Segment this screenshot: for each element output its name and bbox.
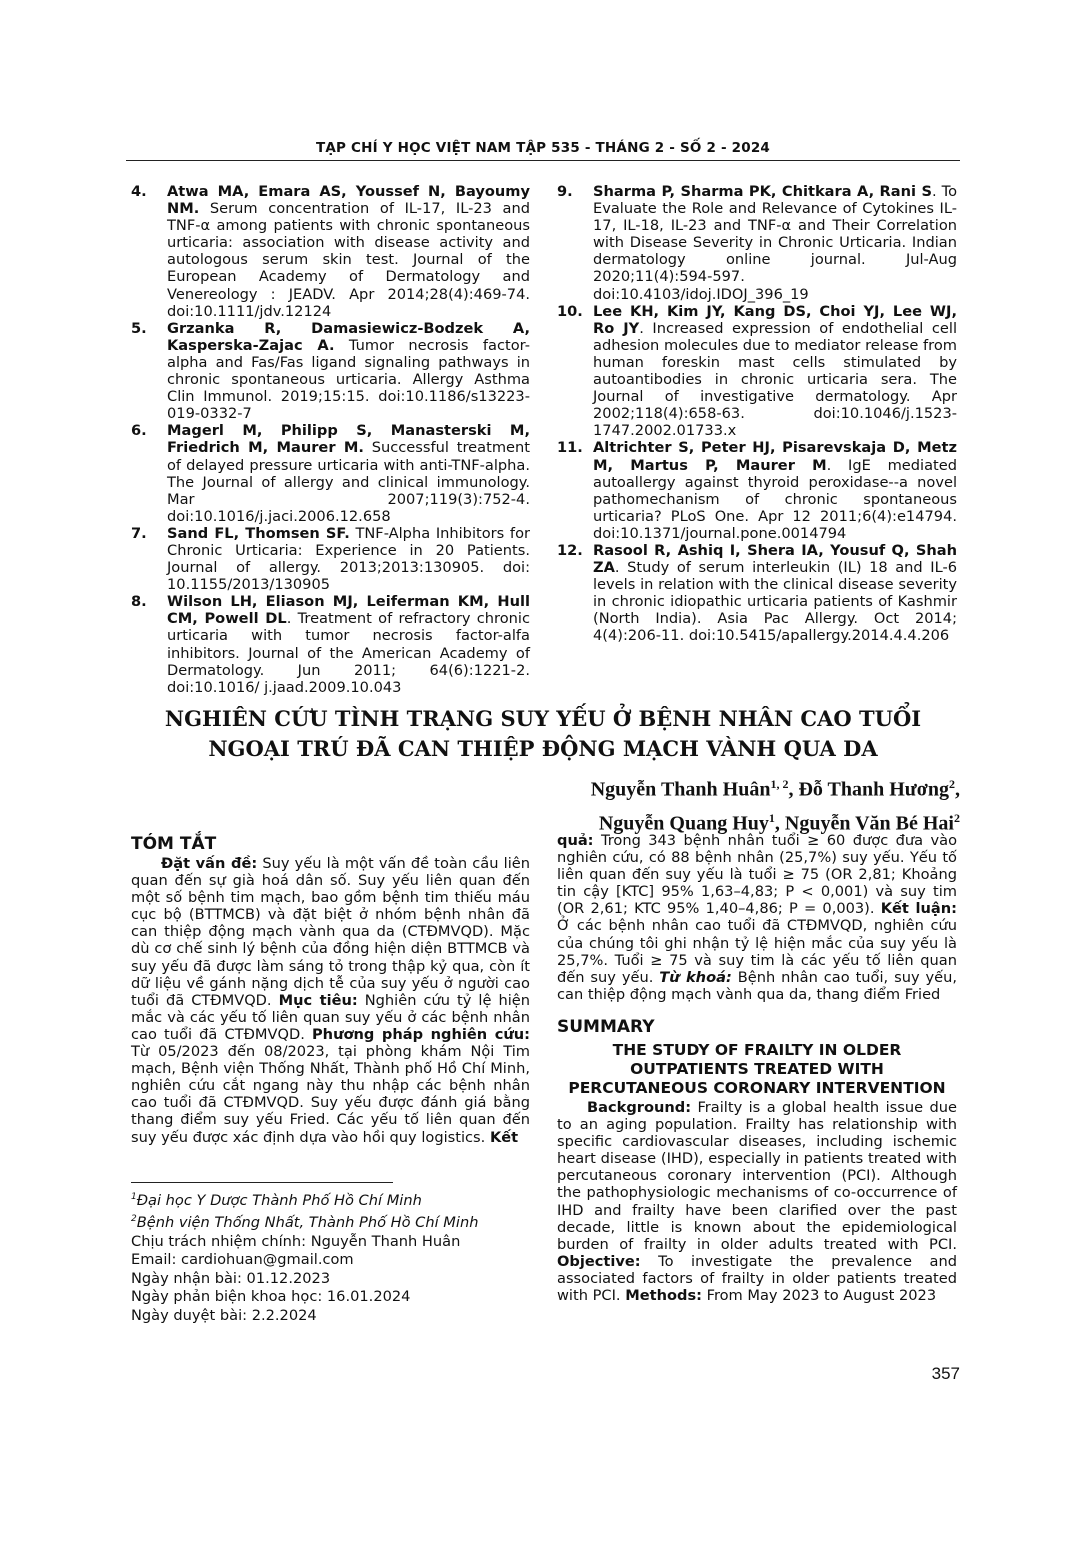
reference-item xyxy=(557,542,957,645)
summary-title: THE STUDY OF FRAILTY IN OLDER OUTPATIENTS TREATED WITH PERCUTANEOUS CORONARY INTERVENTION xyxy=(568,1040,946,1097)
reference-text: . To Evaluate the Role and Relevance of Cytokines IL-17, IL-18, IL-23 and TNF-α and Their Correlation with Disease Severity in Chronic Urticaria. Indian dermatology online journal. Jul-Aug 2020;11(4):594-597. doi:10.4103/idoj.IDOJ_396_19 xyxy=(593,183,958,303)
footnote-rule xyxy=(131,1182,393,1183)
author-separator: , xyxy=(955,778,960,801)
reference-authors: Sharma P, Sharma PK, Chitkara A, Rani S xyxy=(593,183,932,200)
article-title: NGHIÊN CỨU TÌNH TRẠNG SUY YẾU Ở BỆNH NHÂN CAO TUỔI NGOẠI TRÚ ĐÃ CAN THIỆP ĐỘNG MẠCH VÀNH QUA DA xyxy=(164,706,922,761)
reference-item xyxy=(131,525,530,593)
author-affiliation: 2 xyxy=(949,777,955,791)
reference-authors: Sand FL, Thomsen SF. xyxy=(167,524,350,542)
abstract-objective: Nghiên cứu tỷ lệ hiện mắc và các yếu tố liên quan suy yếu ở các bệnh nhân cao tuổi đã CTĐMVQD. xyxy=(131,991,531,1043)
affiliation-1-text: Đại học Y Dược Thành Phố Hồ Chí Minh xyxy=(136,1191,422,1209)
author-name: Nguyễn Thanh Huân xyxy=(590,778,771,801)
reference-text: . Treatment of refractory chronic urticaria with tumor necrosis factor-alfa inhibitors. Journal of the American Academy of Dermatology. Jun 2011; 64(6):1221-2. doi:10.1016/ j.jaad.2009.10.043 xyxy=(167,610,530,696)
reference-number: 8. xyxy=(131,593,147,611)
date-reviewed: Ngày phản biện khoa học: 16.01.2024 xyxy=(131,1288,411,1306)
date-accepted: Ngày duyệt bài: 2.2.2024 xyxy=(131,1306,317,1324)
reference-number: 12. xyxy=(557,541,583,559)
corresponding-author: Chịu trách nhiệm chính: Nguyễn Thanh Huân xyxy=(131,1232,461,1250)
reference-number: 10. xyxy=(557,302,583,320)
label-results-tail: quả: xyxy=(557,832,594,849)
affiliation-1-mark: 1 xyxy=(131,1192,137,1202)
abstract-vi-continued xyxy=(557,832,957,1003)
reference-item xyxy=(131,593,530,696)
affiliation-2-mark: 2 xyxy=(131,1214,137,1225)
author-affiliation: 2 xyxy=(954,810,960,825)
label-en-objective: Objective: xyxy=(557,1252,641,1270)
reference-number: 5. xyxy=(131,319,147,337)
label-en-methods: Methods: xyxy=(625,1286,702,1304)
label-conclusion: Kết luận: xyxy=(880,900,957,918)
reference-text: . IgE mediated autoallergy against thyroid peroxidase--a novel pathomechanism of chronic spontaneous urticaria? PLoS One. Apr 12 2011;6(4):e14794. doi:10.1371/journal.pone.0014794 xyxy=(593,456,957,542)
journal-header: TẠP CHÍ Y HỌC VIỆT NAM TẬP 535 - THÁNG 2 - SỐ 2 - 2024 xyxy=(315,140,771,156)
references-left xyxy=(131,183,530,696)
author-name: Đỗ Thanh Hương xyxy=(798,778,949,801)
reference-authors: Rasool R, Ashiq I, Shera IA, Yousuf Q, Shah ZA xyxy=(593,541,957,577)
summary-methods: From May 2023 to August 2023 xyxy=(701,1286,937,1304)
summary-heading: SUMMARY xyxy=(557,1016,655,1037)
summary-objective: To investigate the prevalence and associated factors of frailty in older patients treated with PCI. xyxy=(557,1252,957,1304)
reference-item xyxy=(131,183,530,320)
abstract-right-column xyxy=(557,832,957,1304)
label-methods: Phương pháp nghiên cứu: xyxy=(311,1025,530,1043)
reference-number: 4. xyxy=(131,183,147,200)
author-separator: , xyxy=(774,812,785,835)
author-name: Nguyễn Quang Huy xyxy=(598,812,769,835)
reference-item xyxy=(131,320,530,423)
reference-number: 7. xyxy=(131,524,147,542)
label-en-background: Background: xyxy=(587,1098,692,1116)
affiliation-2-text: Bệnh viện Thống Nhất, Thành Phố Hồ Chí Minh xyxy=(136,1214,479,1232)
summary-text xyxy=(557,1099,957,1304)
author-name: Nguyễn Văn Bé Hai xyxy=(784,812,954,835)
abstract-results: Trong 343 bệnh nhân tuổi ≥ 60 được đưa vào nghiên cứu, có 88 bệnh nhân (25,7%) suy yếu. Yếu tố liên quan đến suy yếu là tuổi ≥ 75 (OR 2,81; Khoảng tin cậy [KTC] 95% 1,63–4,83; P < 0,001) và suy tim (OR 2,61; KTC 95% 1,40–4,86; P = 0,003). xyxy=(557,832,957,918)
reference-text: Tumor necrosis factor-alpha and Fas/Fas ligand signaling pathways in chronic spontaneous urticaria. Allergy Asthma Clin Immunol. 2019;15:15. doi:10.1186/s13223-019-0332-7 xyxy=(167,336,530,423)
reference-item xyxy=(557,303,957,440)
reference-authors: Magerl M, Philipp S, Manasterski M, Friedrich M, Maurer M. xyxy=(167,422,530,457)
reference-authors: Wilson LH, Eliason MJ, Leiferman KM, Hull CM, Powell DL xyxy=(167,593,530,628)
label-background: Đặt vấn đề: xyxy=(161,855,258,872)
authors-line-1 xyxy=(470,770,960,804)
abstract-heading: TÓM TẮT xyxy=(131,834,217,854)
abstract-vi-text xyxy=(131,855,530,1146)
summary-background: Frailty is a global health issue due to an aging population. Frailty has relationship with specific cardiovascular diseases, including ischemic heart disease (IHD), especially in patients treated with percutaneous coronary intervention (PCI). Although the pathophysiologic mechanisms of co-occurrence of IHD and frailty have been clarified over the past decade, little is known about the epidemiological burden of frailty in older adults treated with PCI. xyxy=(557,1098,957,1253)
reference-text: . Increased expression of endothelial cell adhesion molecules due to mediator release from human foreskin mast cells stimulated by autoantibodies in chronic urticaria sera. The Journal of investigative dermatology. Apr 2002;118(4):658-63. doi:10.1046/j.1523-1747.2002.01733.x xyxy=(593,319,957,440)
label-keywords: Từ khoá: xyxy=(659,968,732,986)
abstract-vi-column xyxy=(131,834,530,1146)
reference-text: Serum concentration of IL-17, IL-23 and TNF-α among patients with chronic spontaneous urticaria: association with disease activity and autologous serum skin test. Journal of the European Academy of Dermatology and Venereology : JEADV. Apr 2014;28(4):469-74. doi:10.1111/jdv.12124 xyxy=(167,200,530,320)
label-objective: Mục tiêu: xyxy=(278,991,358,1009)
reference-number: 9. xyxy=(557,183,573,200)
email: Email: cardiohuan@gmail.com xyxy=(131,1251,354,1269)
reference-number: 6. xyxy=(131,422,147,440)
author-separator: , xyxy=(788,778,799,801)
reference-text: Successful treatment of delayed pressure urticaria with anti-TNF-alpha. The Journal of allergy and clinical immunology. Mar 2007;119(3):752-4. doi:10.1016/j.jaci.2006.12.658 xyxy=(167,439,530,525)
author-affiliation: 1 xyxy=(768,810,775,825)
affiliation-1 xyxy=(131,1188,531,1210)
abstract-background: Suy yếu là một vấn đề toàn cầu liên quan đến sự già hoá dân số. Suy yếu liên quan đến một số bệnh tim mạch, bao gồm bệnh tim thiếu máu cục bộ (BTTMCB) và đặt biệt ở nhóm bệnh nhân đã can thiệp động mạch vành qua da (CTĐMVQD). Mặc dù cơ chế sinh lý bệnh của đồng hiện diện BTTMCB và suy yếu đã được làm sáng tỏ trong thập kỷ qua, còn ít dữ liệu về gánh nặng dịch tễ của suy yếu ở người cao tuổi đã CTĐMVQD. xyxy=(131,855,530,1009)
reference-authors: Altrichter S, Peter HJ, Pisarevskaja D, Metz M, Martus P, Maurer M xyxy=(593,439,957,474)
abstract-conclusion: Ở các bệnh nhân cao tuổi đã CTĐMVQD, nghiên cứu của chúng tôi ghi nhận tỷ lệ hiện mắc của suy yếu là 25,7%. Tuổi ≥ 75 và suy tim là các yếu tố liên quan đến suy yếu. xyxy=(557,917,957,986)
reference-number: 11. xyxy=(557,439,583,457)
affiliation-2 xyxy=(131,1210,531,1232)
reference-authors: Grzanka R, Damasiewicz-Bodzek A, Kasperska-Zajac A. xyxy=(167,319,530,354)
reference-authors: Lee KH, Kim JY, Kang DS, Choi YJ, Lee WJ, Ro JY xyxy=(593,302,957,337)
author-affiliation: 1, 2 xyxy=(770,777,789,791)
reference-item xyxy=(557,183,957,303)
reference-text: TNF-Alpha Inhibitors for Chronic Urticaria: Experience in 20 Patients. Journal of allergy. 2013;2013:130905. doi: 10.1155/2013/130905 xyxy=(167,524,530,594)
reference-authors: Atwa MA, Emara AS, Youssef N, Bayoumy NM. xyxy=(167,183,530,218)
footnotes xyxy=(131,1188,531,1325)
page-number: 357 xyxy=(931,1364,960,1383)
references-right xyxy=(557,183,957,645)
reference-item xyxy=(131,422,530,525)
author-list xyxy=(470,770,960,837)
reference-text: . Study of serum interleukin (IL) 18 and IL-6 levels in relation with the clinical disease severity in chronic idiopathic urticaria patients of Kashmir (North India). Asia Pac Allergy. Oct 2014; 4(4):206-11. doi:10.5415/apallergy.2014.4.4.206 xyxy=(593,559,957,645)
reference-item xyxy=(557,439,957,542)
abstract-methods: Từ 05/2023 đến 08/2023, tại phòng khám Nội Tim mạch, Bệnh viện Thống Nhất, Thành phố Hồ Chí Minh, nghiên cứu cắt ngang này thu nhập các bệnh nhân cao tuổi đã CTĐMVQD. Suy yếu được đánh giá bằng thang điểm suy yếu Fried. Các yếu tố liên quan đến suy yếu được xác định dựa vào hồi quy logistics. xyxy=(131,1043,530,1146)
date-received: Ngày nhận bài: 01.12.2023 xyxy=(131,1269,331,1287)
header-rule xyxy=(126,160,960,161)
label-results-head: Kết xyxy=(489,1128,519,1146)
abstract-keywords: Bệnh nhân cao tuổi, suy yếu, can thiệp động mạch vành qua da, thang điểm Fried xyxy=(557,968,958,1003)
